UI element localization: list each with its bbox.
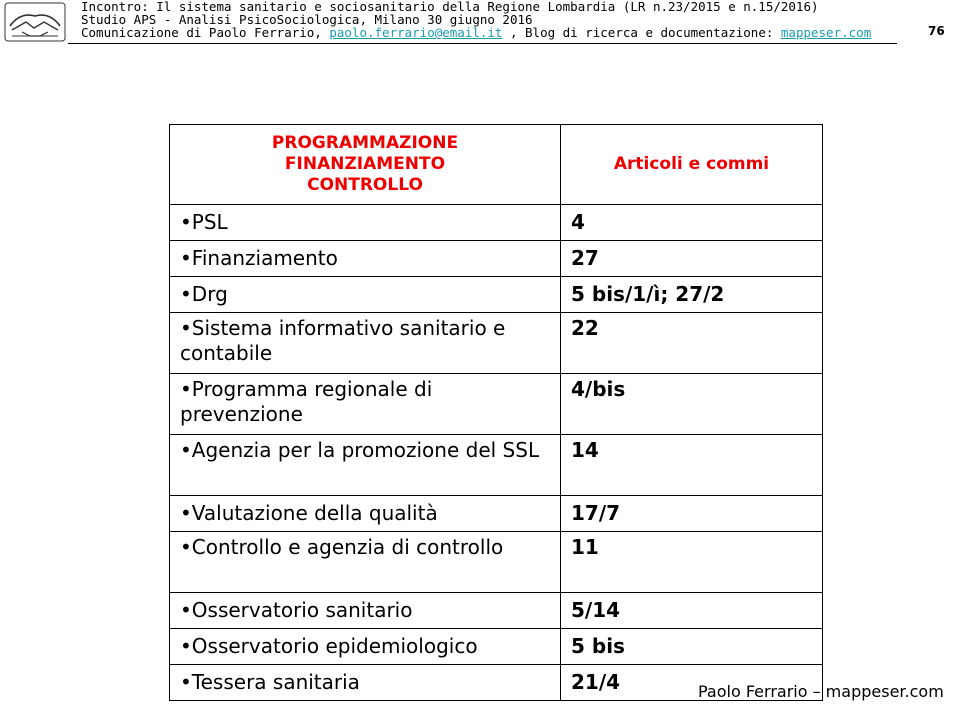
topic-cell (170, 277, 561, 313)
article-reference: 4/bis (561, 374, 823, 435)
footer-credit: Paolo Ferrario – mappeser.com (698, 682, 944, 701)
header-line-3 (81, 26, 871, 39)
header-line-1: Incontro: Il sistema sanitario e sociosanitario della Regione Lombardia (LR n.23/2015 e n.15/2016) (81, 0, 819, 14)
table-row (170, 205, 823, 241)
bullet-icon: • (180, 210, 192, 234)
topic-label: Agenzia per la promozione del SSL (191, 438, 540, 462)
table-row (170, 629, 823, 665)
topic-label: Tessera sanitaria (191, 670, 360, 694)
topic-cell (170, 629, 561, 665)
article-reference: 27 (561, 241, 823, 277)
bullet-icon: • (180, 598, 192, 622)
articles-table (169, 124, 823, 701)
topic-cell (170, 205, 561, 241)
table-row (170, 277, 823, 313)
topic-label: PSL (191, 210, 228, 234)
header-line-2: Studio APS - Analisi PsicoSociologica, Milano 30 giugno 2016 (81, 12, 533, 27)
article-reference: 5 bis (561, 629, 823, 665)
topic-label: Controllo e agenzia di controllo (191, 535, 504, 559)
bullet-icon: • (180, 438, 192, 462)
header-topics-line-2: FINANZIAMENTO (284, 154, 446, 174)
article-reference: 22 (561, 313, 823, 374)
header-articles: Articoli e commi (561, 125, 823, 205)
table-body (170, 205, 823, 701)
topic-cell (170, 593, 561, 629)
table-row (170, 374, 823, 435)
topic-cell (170, 313, 561, 374)
topic-cell (170, 374, 561, 435)
topic-cell (170, 435, 561, 496)
table-row (170, 241, 823, 277)
header-divider (68, 43, 897, 44)
header-line-3-prefix: Comunicazione di Paolo Ferrario, (81, 25, 330, 40)
bullet-icon: • (180, 670, 192, 694)
article-reference: 17/7 (561, 496, 823, 532)
article-reference: 21/4 (561, 665, 823, 701)
topic-label: Programma regionale di prevenzione (180, 377, 433, 426)
table-header-row (170, 125, 823, 205)
bullet-icon: • (180, 282, 192, 306)
topic-label: Sistema informativo sanitario e contabile (180, 316, 506, 365)
bullet-icon: • (180, 634, 192, 658)
bullet-icon: • (180, 377, 192, 401)
bullet-icon: • (180, 246, 192, 270)
email-link[interactable]: paolo.ferrario@email.it (329, 25, 503, 40)
article-reference: 5/14 (561, 593, 823, 629)
topic-label: Osservatorio epidemiologico (191, 634, 478, 658)
topic-label: Valutazione della qualità (191, 501, 438, 525)
header-topics-line-3: CONTROLLO (307, 175, 423, 195)
topic-cell (170, 496, 561, 532)
bullet-icon: • (180, 501, 192, 525)
topic-cell (170, 532, 561, 593)
article-reference: 14 (561, 435, 823, 496)
table-row (170, 496, 823, 532)
article-reference: 5 bis/1/ì; 27/2 (561, 277, 823, 313)
table-row (170, 313, 823, 374)
topic-cell (170, 665, 561, 701)
article-reference: 11 (561, 532, 823, 593)
table-row (170, 532, 823, 593)
table-row (170, 435, 823, 496)
slide-number: 76 (928, 24, 945, 38)
topic-label: Finanziamento (191, 246, 338, 270)
topic-cell (170, 241, 561, 277)
article-reference: 4 (561, 205, 823, 241)
header-topics-line-1: PROGRAMMAZIONE (271, 133, 459, 153)
header-topics (170, 125, 561, 205)
bullet-icon: • (180, 316, 192, 340)
header-line-3-mid: , Blog di ricerca e documentazione: (502, 25, 781, 40)
topic-label: Drg (191, 282, 228, 306)
slide-header (81, 0, 871, 39)
bullet-icon: • (180, 535, 192, 559)
blog-link[interactable]: mappeser.com (780, 25, 872, 40)
table-row (170, 593, 823, 629)
topic-label: Osservatorio sanitario (191, 598, 413, 622)
handshake-logo-icon (4, 2, 66, 42)
